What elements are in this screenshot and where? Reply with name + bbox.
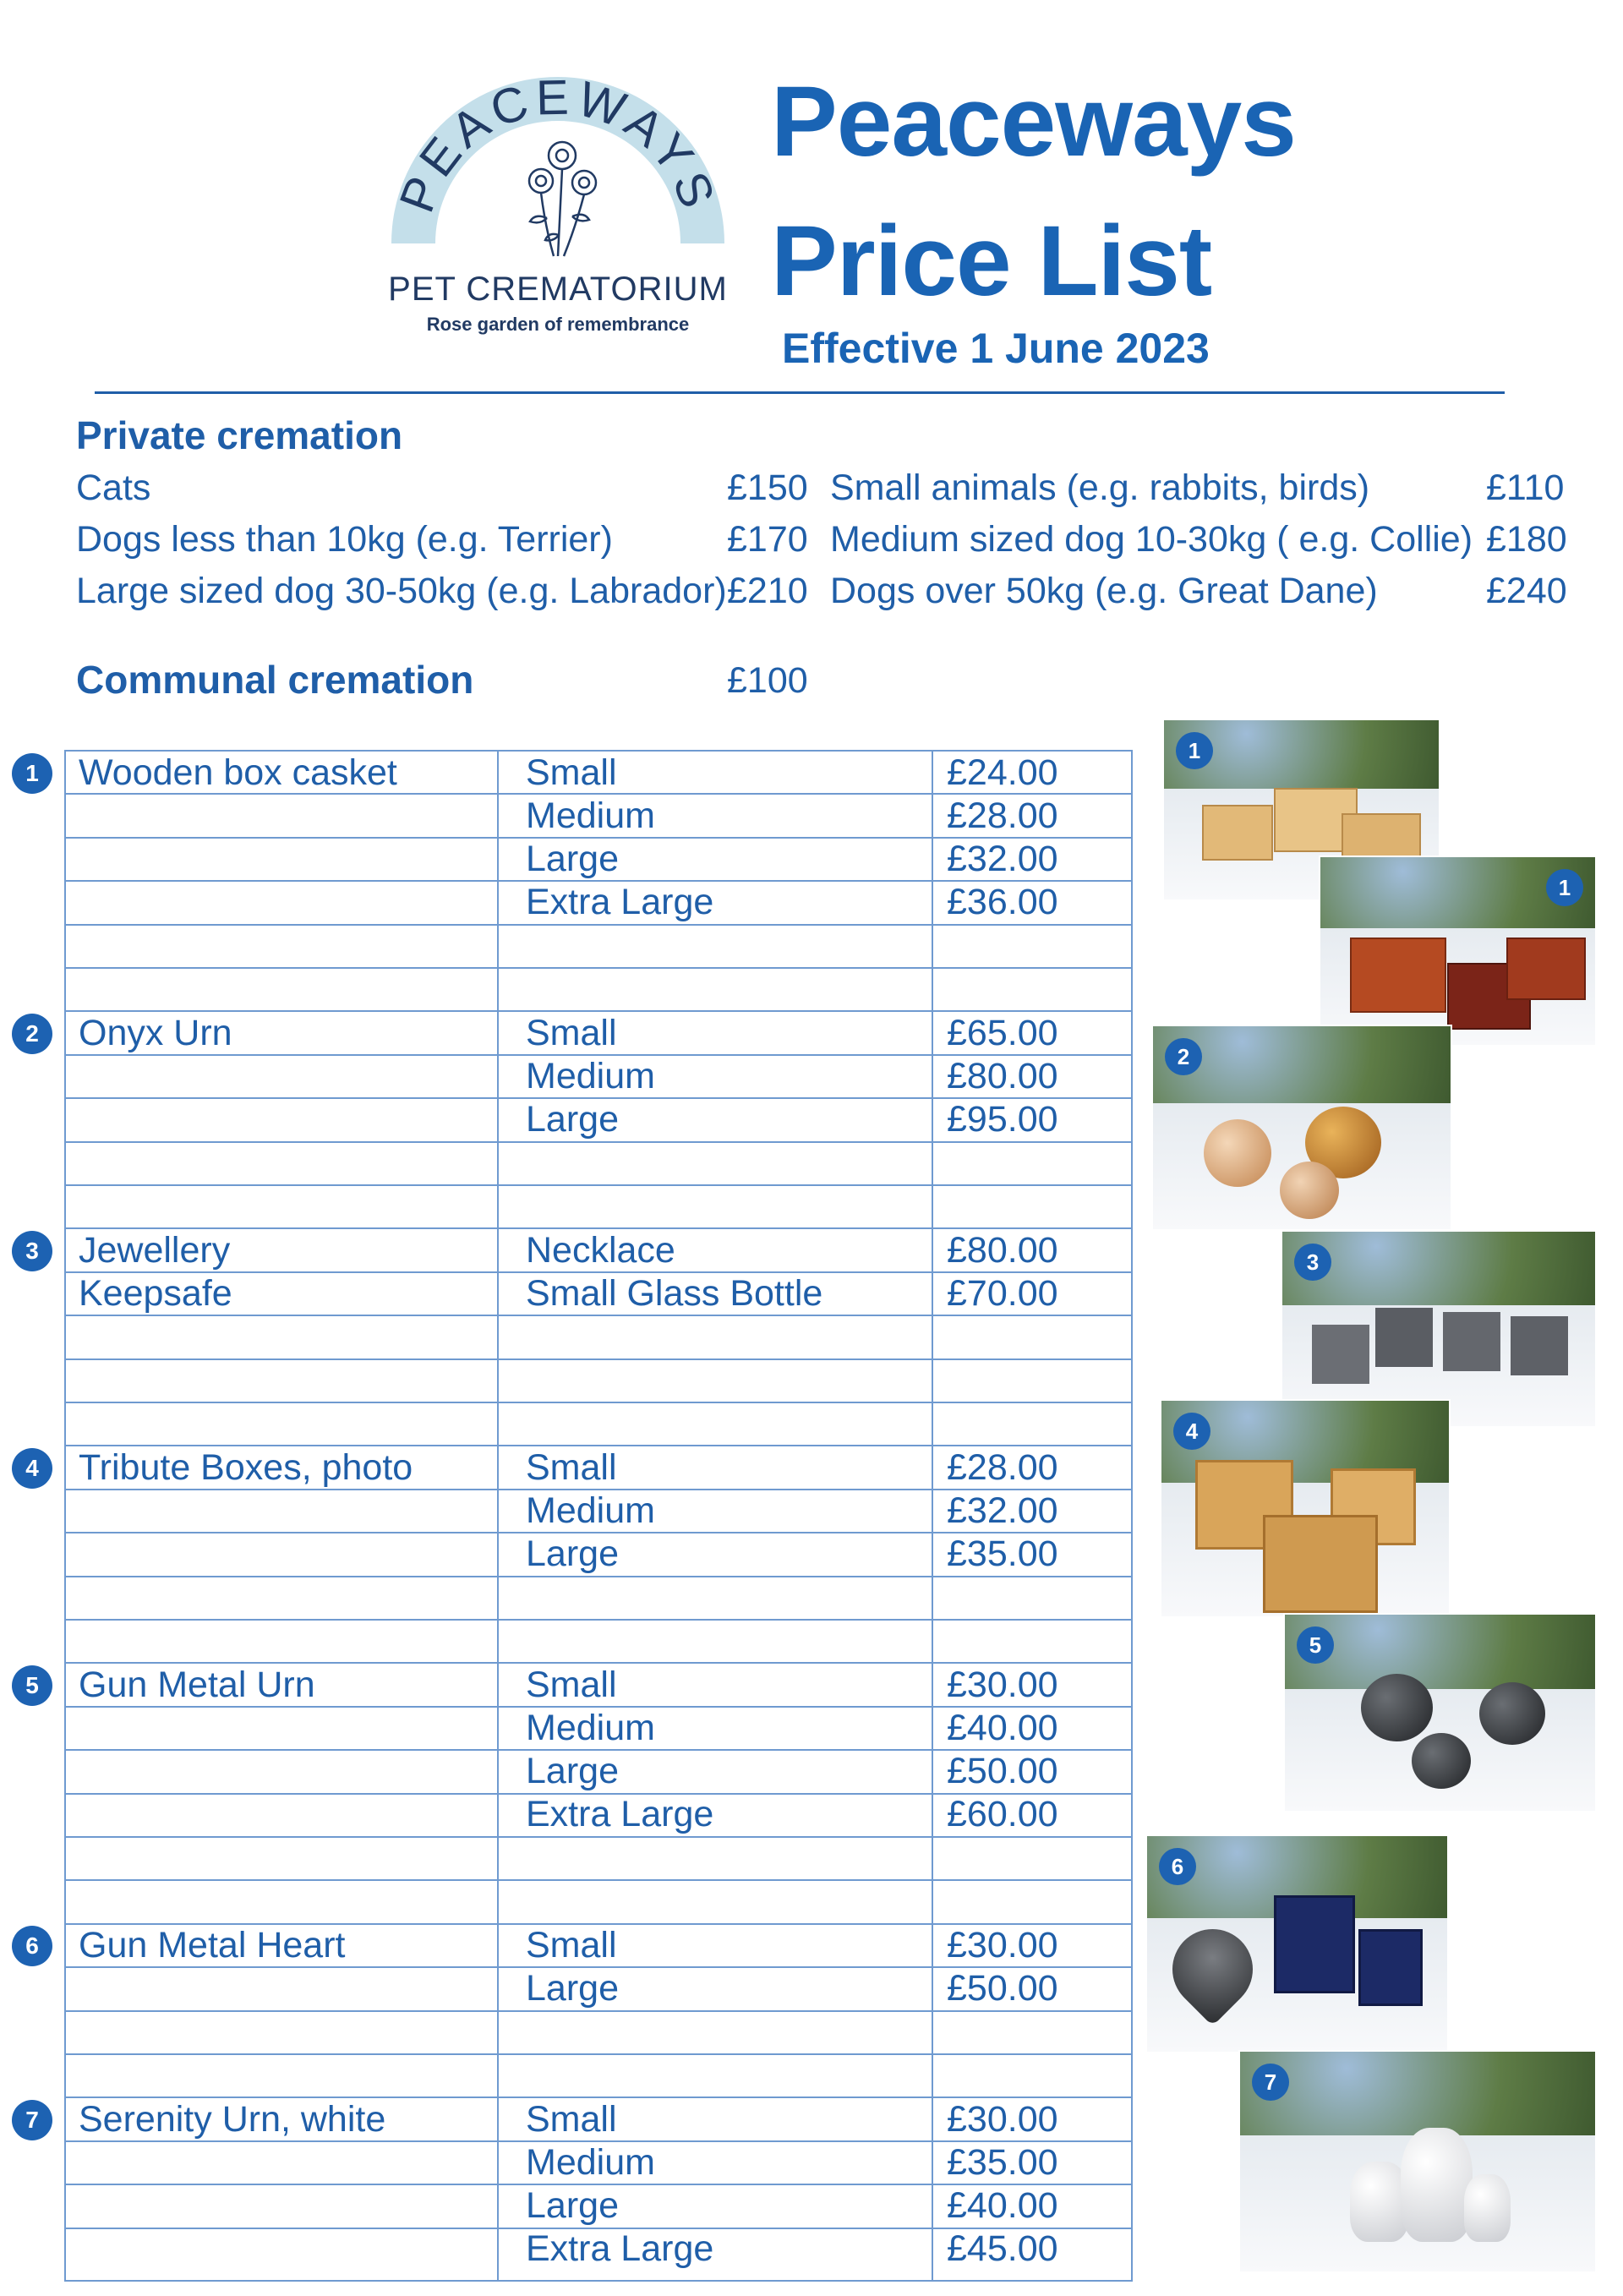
table-row-divider (64, 1402, 1133, 1403)
product-size: Extra Large (526, 882, 714, 922)
price-label-small-animals: Small animals (e.g. rabbits, birds) (830, 467, 1370, 508)
product-size: Necklace (526, 1230, 675, 1271)
svg-text:PEACEWAYS (389, 74, 726, 220)
header-divider (95, 391, 1505, 394)
product-price: £28.00 (947, 795, 1058, 836)
item-number-badge: 7 (12, 2100, 52, 2140)
page-title-line2: Price List (771, 205, 1212, 317)
table-row-divider (64, 1358, 1133, 1360)
product-price: £60.00 (947, 1794, 1058, 1834)
product-size: Large (526, 1533, 619, 1574)
product-size: Medium (526, 2142, 655, 2183)
product-name: Wooden box casket (79, 752, 397, 793)
product-price: £35.00 (947, 1533, 1058, 1574)
price-giant-dogs: £240 (1486, 571, 1567, 611)
product-name: Serenity Urn, white (79, 2099, 386, 2140)
product-price: £40.00 (947, 1708, 1058, 1748)
product-size: Small (526, 1013, 617, 1053)
table-row-divider (64, 1576, 1133, 1577)
price-label-large-dogs: Large sized dog 30-50kg (e.g. Labrador) (76, 571, 727, 611)
product-size: Small (526, 2099, 617, 2140)
price-small-dogs: £170 (727, 519, 808, 560)
photo-number-badge: 1 (1176, 732, 1213, 769)
table-row-divider (64, 1619, 1133, 1621)
price-medium-dogs: £180 (1486, 519, 1567, 560)
photo-number-badge: 6 (1159, 1848, 1196, 1885)
product-price: £70.00 (947, 1273, 1058, 1314)
product-price-table (64, 750, 1133, 2282)
item-number-badge: 2 (12, 1014, 52, 1054)
product-price: £80.00 (947, 1230, 1058, 1271)
product-size: Large (526, 1968, 619, 2009)
product-price: £30.00 (947, 1665, 1058, 1705)
logo-tagline: Rose garden of remembrance (426, 314, 690, 335)
product-size: Small Glass Bottle (526, 1273, 823, 1314)
product-price: £40.00 (947, 2185, 1058, 2226)
product-size: Medium (526, 1708, 655, 1748)
product-name: Gun Metal Heart (79, 1925, 346, 1965)
product-size: Large (526, 1099, 619, 1140)
table-row-divider (64, 1141, 1133, 1143)
product-size: Large (526, 2185, 619, 2226)
table-row-divider (64, 2053, 1133, 2055)
price-large-dogs: £210 (727, 571, 808, 611)
photo-tribute-boxes (1160, 1399, 1451, 1618)
product-name: Onyx Urn (79, 1013, 232, 1053)
product-size: Small (526, 1925, 617, 1965)
table-row-divider (64, 1662, 1133, 1664)
product-name: Tribute Boxes, photo (79, 1447, 413, 1488)
product-name: Jewellery (79, 1230, 231, 1271)
product-price: £65.00 (947, 1013, 1058, 1053)
photo-number-badge: 2 (1165, 1038, 1202, 1075)
product-size: Extra Large (526, 2228, 714, 2269)
product-size: Medium (526, 795, 655, 836)
crematorium-logo (385, 74, 731, 353)
product-price: £50.00 (947, 1968, 1058, 2009)
photo-number-badge: 5 (1297, 1626, 1334, 1664)
price-label-giant-dogs: Dogs over 50kg (e.g. Great Dane) (830, 571, 1378, 611)
product-size: Small (526, 1665, 617, 1705)
item-number-badge: 5 (12, 1665, 52, 1706)
price-cats: £150 (727, 467, 808, 508)
table-column-divider (497, 750, 499, 2282)
photo-number-badge: 4 (1173, 1413, 1210, 1450)
price-small-animals: £110 (1486, 467, 1565, 508)
photo-number-badge: 7 (1252, 2064, 1289, 2101)
photo-wooden-box-caskets-dark (1319, 856, 1597, 1047)
product-price: £24.00 (947, 752, 1058, 793)
table-row-divider (64, 1836, 1133, 1838)
price-label-small-dogs: Dogs less than 10kg (e.g. Terrier) (76, 519, 613, 560)
product-size: Medium (526, 1490, 655, 1531)
item-number-badge: 3 (12, 1231, 52, 1271)
photo-onyx-urns (1151, 1025, 1452, 1231)
product-price: £35.00 (947, 2142, 1058, 2183)
table-row-divider (64, 924, 1133, 926)
product-price: £80.00 (947, 1056, 1058, 1096)
price-label-medium-dogs: Medium sized dog 10-30kg ( e.g. Collie) (830, 519, 1473, 560)
table-row-divider (64, 1184, 1133, 1186)
product-name-line2: Keepsafe (79, 1273, 232, 1314)
private-cremation-heading: Private cremation (76, 413, 403, 457)
product-size: Large (526, 1751, 619, 1791)
product-size: Medium (526, 1056, 655, 1096)
photo-number-badge: 3 (1294, 1244, 1331, 1281)
table-row-divider (64, 2096, 1133, 2098)
table-row-divider (64, 1445, 1133, 1446)
effective-date: Effective 1 June 2023 (782, 325, 1210, 372)
logo-arc-text: PEACEWAYS (389, 74, 727, 220)
page-title-line1: Peaceways (771, 66, 1296, 178)
product-size: Large (526, 839, 619, 879)
communal-cremation-heading: Communal cremation (76, 658, 474, 702)
product-price: £32.00 (947, 1490, 1058, 1531)
table-row-divider (64, 1315, 1133, 1316)
product-price: £30.00 (947, 1925, 1058, 1965)
product-size: Small (526, 752, 617, 793)
logo-arc-graphic (385, 74, 731, 303)
photo-jewellery-keepsakes (1281, 1230, 1597, 1428)
item-number-badge: 1 (12, 753, 52, 794)
rose-icon (529, 142, 596, 256)
table-row-divider (64, 2010, 1133, 2012)
item-number-badge: 6 (12, 1926, 52, 1966)
product-price: £50.00 (947, 1751, 1058, 1791)
photo-serenity-urns (1238, 2050, 1597, 2273)
product-price: £32.00 (947, 839, 1058, 879)
table-row-divider (64, 1879, 1133, 1881)
price-label-cats: Cats (76, 467, 151, 508)
photo-gun-metal-hearts (1145, 1834, 1449, 2053)
product-price: £30.00 (947, 2099, 1058, 2140)
table-column-divider (932, 750, 933, 2282)
product-size: Small (526, 1447, 617, 1488)
table-row-divider (64, 967, 1133, 969)
product-name: Gun Metal Urn (79, 1665, 315, 1705)
product-price: £28.00 (947, 1447, 1058, 1488)
photo-number-badge: 1 (1546, 869, 1583, 906)
product-price: £95.00 (947, 1099, 1058, 1140)
photo-gun-metal-urns (1283, 1613, 1597, 1812)
item-number-badge: 4 (12, 1448, 52, 1489)
product-size: Extra Large (526, 1794, 714, 1834)
product-price: £36.00 (947, 882, 1058, 922)
communal-cremation-price: £100 (727, 660, 808, 701)
logo-name: PET CREMATORIUM (388, 271, 728, 308)
table-row-divider (64, 1227, 1133, 1229)
table-row-divider (64, 1010, 1133, 1012)
product-price: £45.00 (947, 2228, 1058, 2269)
